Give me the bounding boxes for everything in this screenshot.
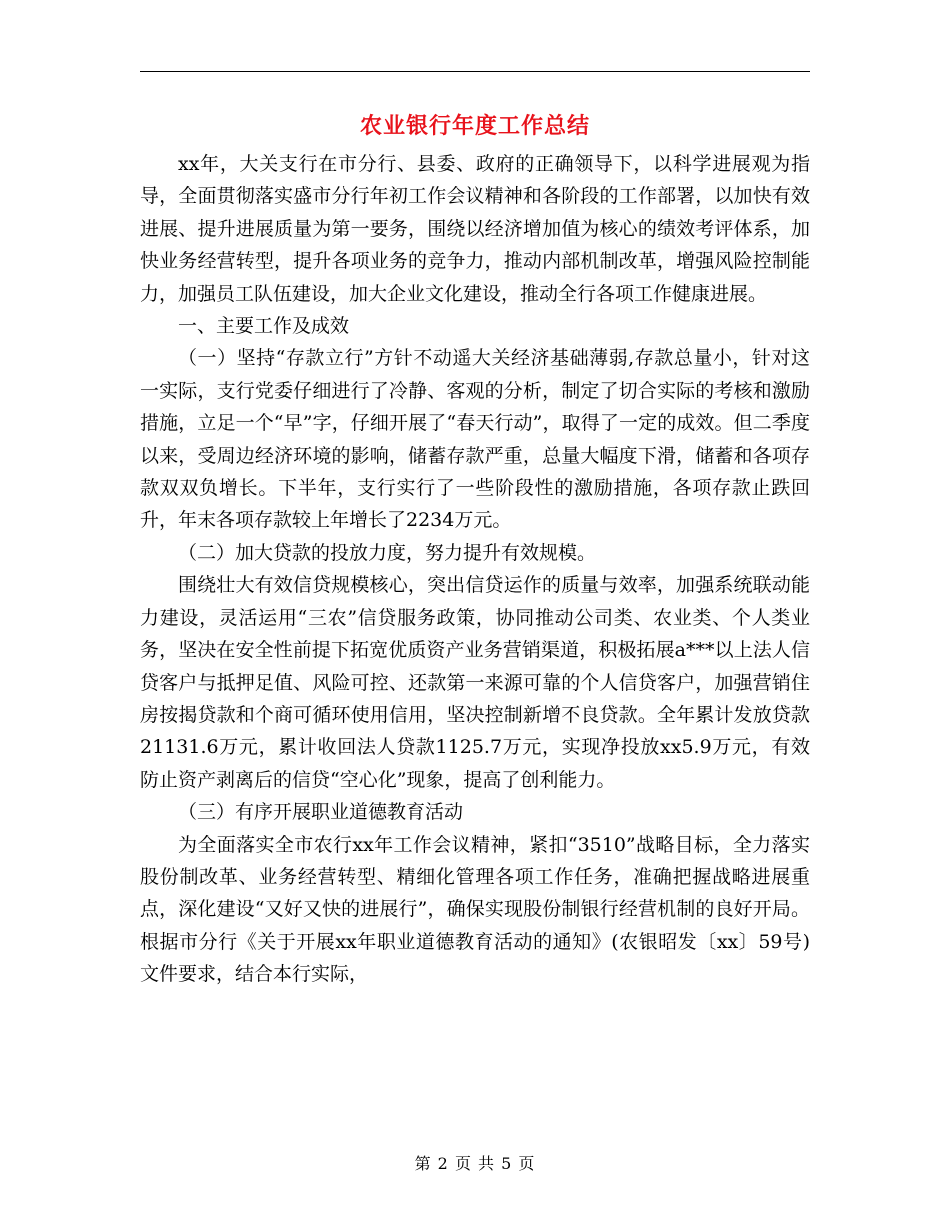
paragraph-intro: xx年，大关支行在市分行、县委、政府的正确领导下，以科学进展观为指导，全面贯彻落实盛市分行年初工作会议精神和各阶段的工作部署，以加快有效进展、提升进展质量为第一要务，围绕以经济增加值为核心的绩效考评体系，加快业务经营转型，提升各项业务的竞争力，推动内部机制改革，增强风险控制能力，加强员工队伍建设，加大企业文化建设，推动全行各项工作健康进展。 (140, 153, 810, 305)
subheading-ethics-education: （三）有序开展职业道德教育活动 (178, 801, 464, 824)
paragraph-loans: 围绕壮大有效信贷规模核心，突出信贷运作的质量与效率，加强系统联动能力建设，灵活运用“三农”信贷服务政策，协同推动公司类、农业类、个人类业务，坚决在安全性前提下拓宽优质资产业务营销渠道，积极拓展a***以上法人信贷客户与抵押足值、风险可控、还款第一来源可靠的个人信贷客户，加强营销住房按揭贷款和个商可循环使用信用，坚决控制新增不良贷款。全年累计发放贷款21131.6万元，累计收回法人贷款1125.7万元，实现净投放xx5.9万元，有效防止资产剥离后的信贷“空心化”现象，提高了创利能力。 (140, 574, 810, 791)
section-heading-main-work: 一、主要工作及成效 (178, 315, 350, 338)
document-body (140, 148, 810, 991)
paragraph-ethics-education: 为全面落实全市农行xx年工作会议精神，紧扣“3510”战略目标，全力落实股份制改革、业务经营转型、精细化管理各项工作任务，准确把握战略进展重点，深化建设“又好又快的进展行”，确保实现股份制银行经营机制的良好开局。根据市分行《关于开展xx年职业道德教育活动的通知》(农银昭发〔xx〕59号)文件要求，结合本行实际， (140, 833, 810, 986)
paragraph-deposits: （一）坚持“存款立行”方针不动遥大关经济基础薄弱,存款总量小，针对这一实际，支行党委仔细进行了冷静、客观的分析，制定了切合实际的考核和激励措施，立足一个“早”字，仔细开展了“春天行动”，取得了一定的成效。但二季度以来，受周边经济环境的影响，储蓄存款严重，总量大幅度下滑，储蓄和各项存款双双负增长。下半年，支行实行了一些阶段性的激励措施，各项存款止跌回升，年末各项存款较上年增长了2234万元。 (140, 347, 810, 532)
document-title: 农业银行年度工作总结 (359, 113, 590, 139)
subheading-loans: （二）加大贷款的投放力度，努力提升有效规模。 (178, 541, 597, 564)
page-footer: 第 2 页 共 5 页 (414, 1154, 536, 1173)
header-rule (140, 71, 810, 72)
